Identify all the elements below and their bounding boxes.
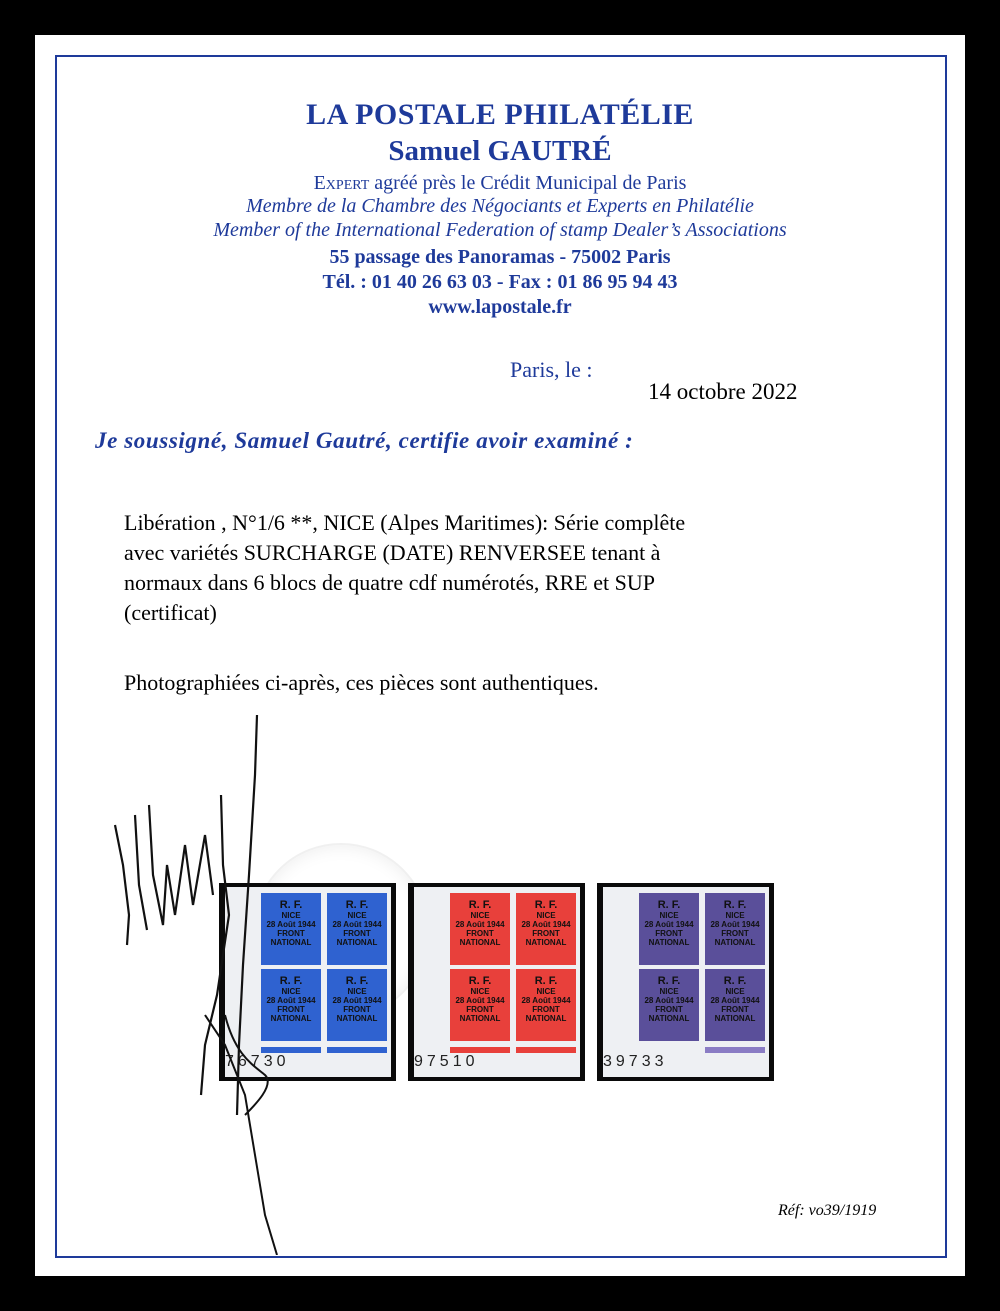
certificate-page	[35, 35, 965, 1276]
description-line-1: Libération , N°1/6 **, NICE (Alpes Maritimes): Série complête	[124, 510, 686, 535]
stamp: R. F. NICE 28 Août 1944 FRONT NATIONAL	[516, 969, 576, 1041]
certification-statement: Je soussigné, Samuel Gautré, certifie avoir examiné :	[95, 428, 634, 453]
sheet-number: 39733	[603, 1053, 668, 1070]
stamp: R. F. NICE 28 Août 1944 FRONT NATIONAL	[450, 893, 510, 965]
stamp: R. F. NICE 28 Août 1944 FRONT NATIONAL	[516, 893, 576, 965]
handwritten-signature	[105, 715, 335, 1255]
chamber-membership: Membre de la Chambre des Négociants et Experts en Philatélie	[246, 195, 754, 217]
reference-number: Réf: vo39/1919	[778, 1202, 877, 1219]
stamp-block-violet	[597, 883, 774, 1081]
stamp: R. F. NICE 28 Août 1944 FRONT NATIONAL	[327, 893, 387, 965]
authenticity-conclusion: Photographiées ci-après, ces pièces sont authentiques.	[124, 670, 599, 695]
sheet-number: 76730	[225, 1053, 290, 1070]
stamp: R. F. NICE 28 Août 1944 FRONT NATIONAL	[705, 893, 765, 965]
color-bar	[327, 1047, 387, 1053]
description-line-4: (certificat)	[124, 600, 217, 625]
color-bar	[516, 1047, 576, 1053]
postal-address: 55 passage des Panoramas - 75002 Paris	[329, 246, 671, 268]
stamp: R. F. NICE 28 Août 1944 FRONT NATIONAL	[639, 969, 699, 1041]
stamp: R. F. NICE 28 Août 1944 FRONT NATIONAL	[705, 969, 765, 1041]
stamp: R. F. NICE 28 Août 1944 FRONT NATIONAL	[327, 969, 387, 1041]
certificate-date: 14 octobre 2022	[648, 379, 798, 404]
description-line-2: avec variétés SURCHARGE (DATE) RENVERSEE tenant à	[124, 540, 661, 565]
stamp: R. F. NICE 28 Août 1944 FRONT NATIONAL	[261, 893, 321, 965]
stamp: R. F. NICE 28 Août 1944 FRONT NATIONAL	[450, 969, 510, 1041]
stamp: R. F. NICE 28 Août 1944 FRONT NATIONAL	[261, 969, 321, 1041]
expert-accreditation	[35, 172, 965, 195]
expert-label: Expert	[313, 172, 370, 194]
item-description	[124, 508, 685, 628]
company-name: LA POSTALE PHILATÉLIE	[306, 98, 694, 131]
description-line-3: normaux dans 6 blocs de quatre cdf numérotés, RRE et SUP	[124, 570, 655, 595]
date-place: Paris, le :	[510, 357, 593, 382]
accreditation-text: agréé près le Crédit Municipal de Paris	[369, 172, 687, 194]
federation-membership: Member of the International Federation of stamp Dealer’s Associations	[213, 219, 787, 241]
sheet-number: 97510	[414, 1053, 479, 1070]
website-link[interactable]: www.lapostale.fr	[428, 296, 572, 318]
expert-name: Samuel GAUTRÉ	[388, 135, 612, 167]
phone-fax: Tél. : 01 40 26 63 03 - Fax : 01 86 95 94 43	[322, 271, 678, 293]
color-bar	[705, 1047, 765, 1053]
stamp: R. F. NICE 28 Août 1944 FRONT NATIONAL	[639, 893, 699, 965]
stamp-block-red	[408, 883, 585, 1081]
